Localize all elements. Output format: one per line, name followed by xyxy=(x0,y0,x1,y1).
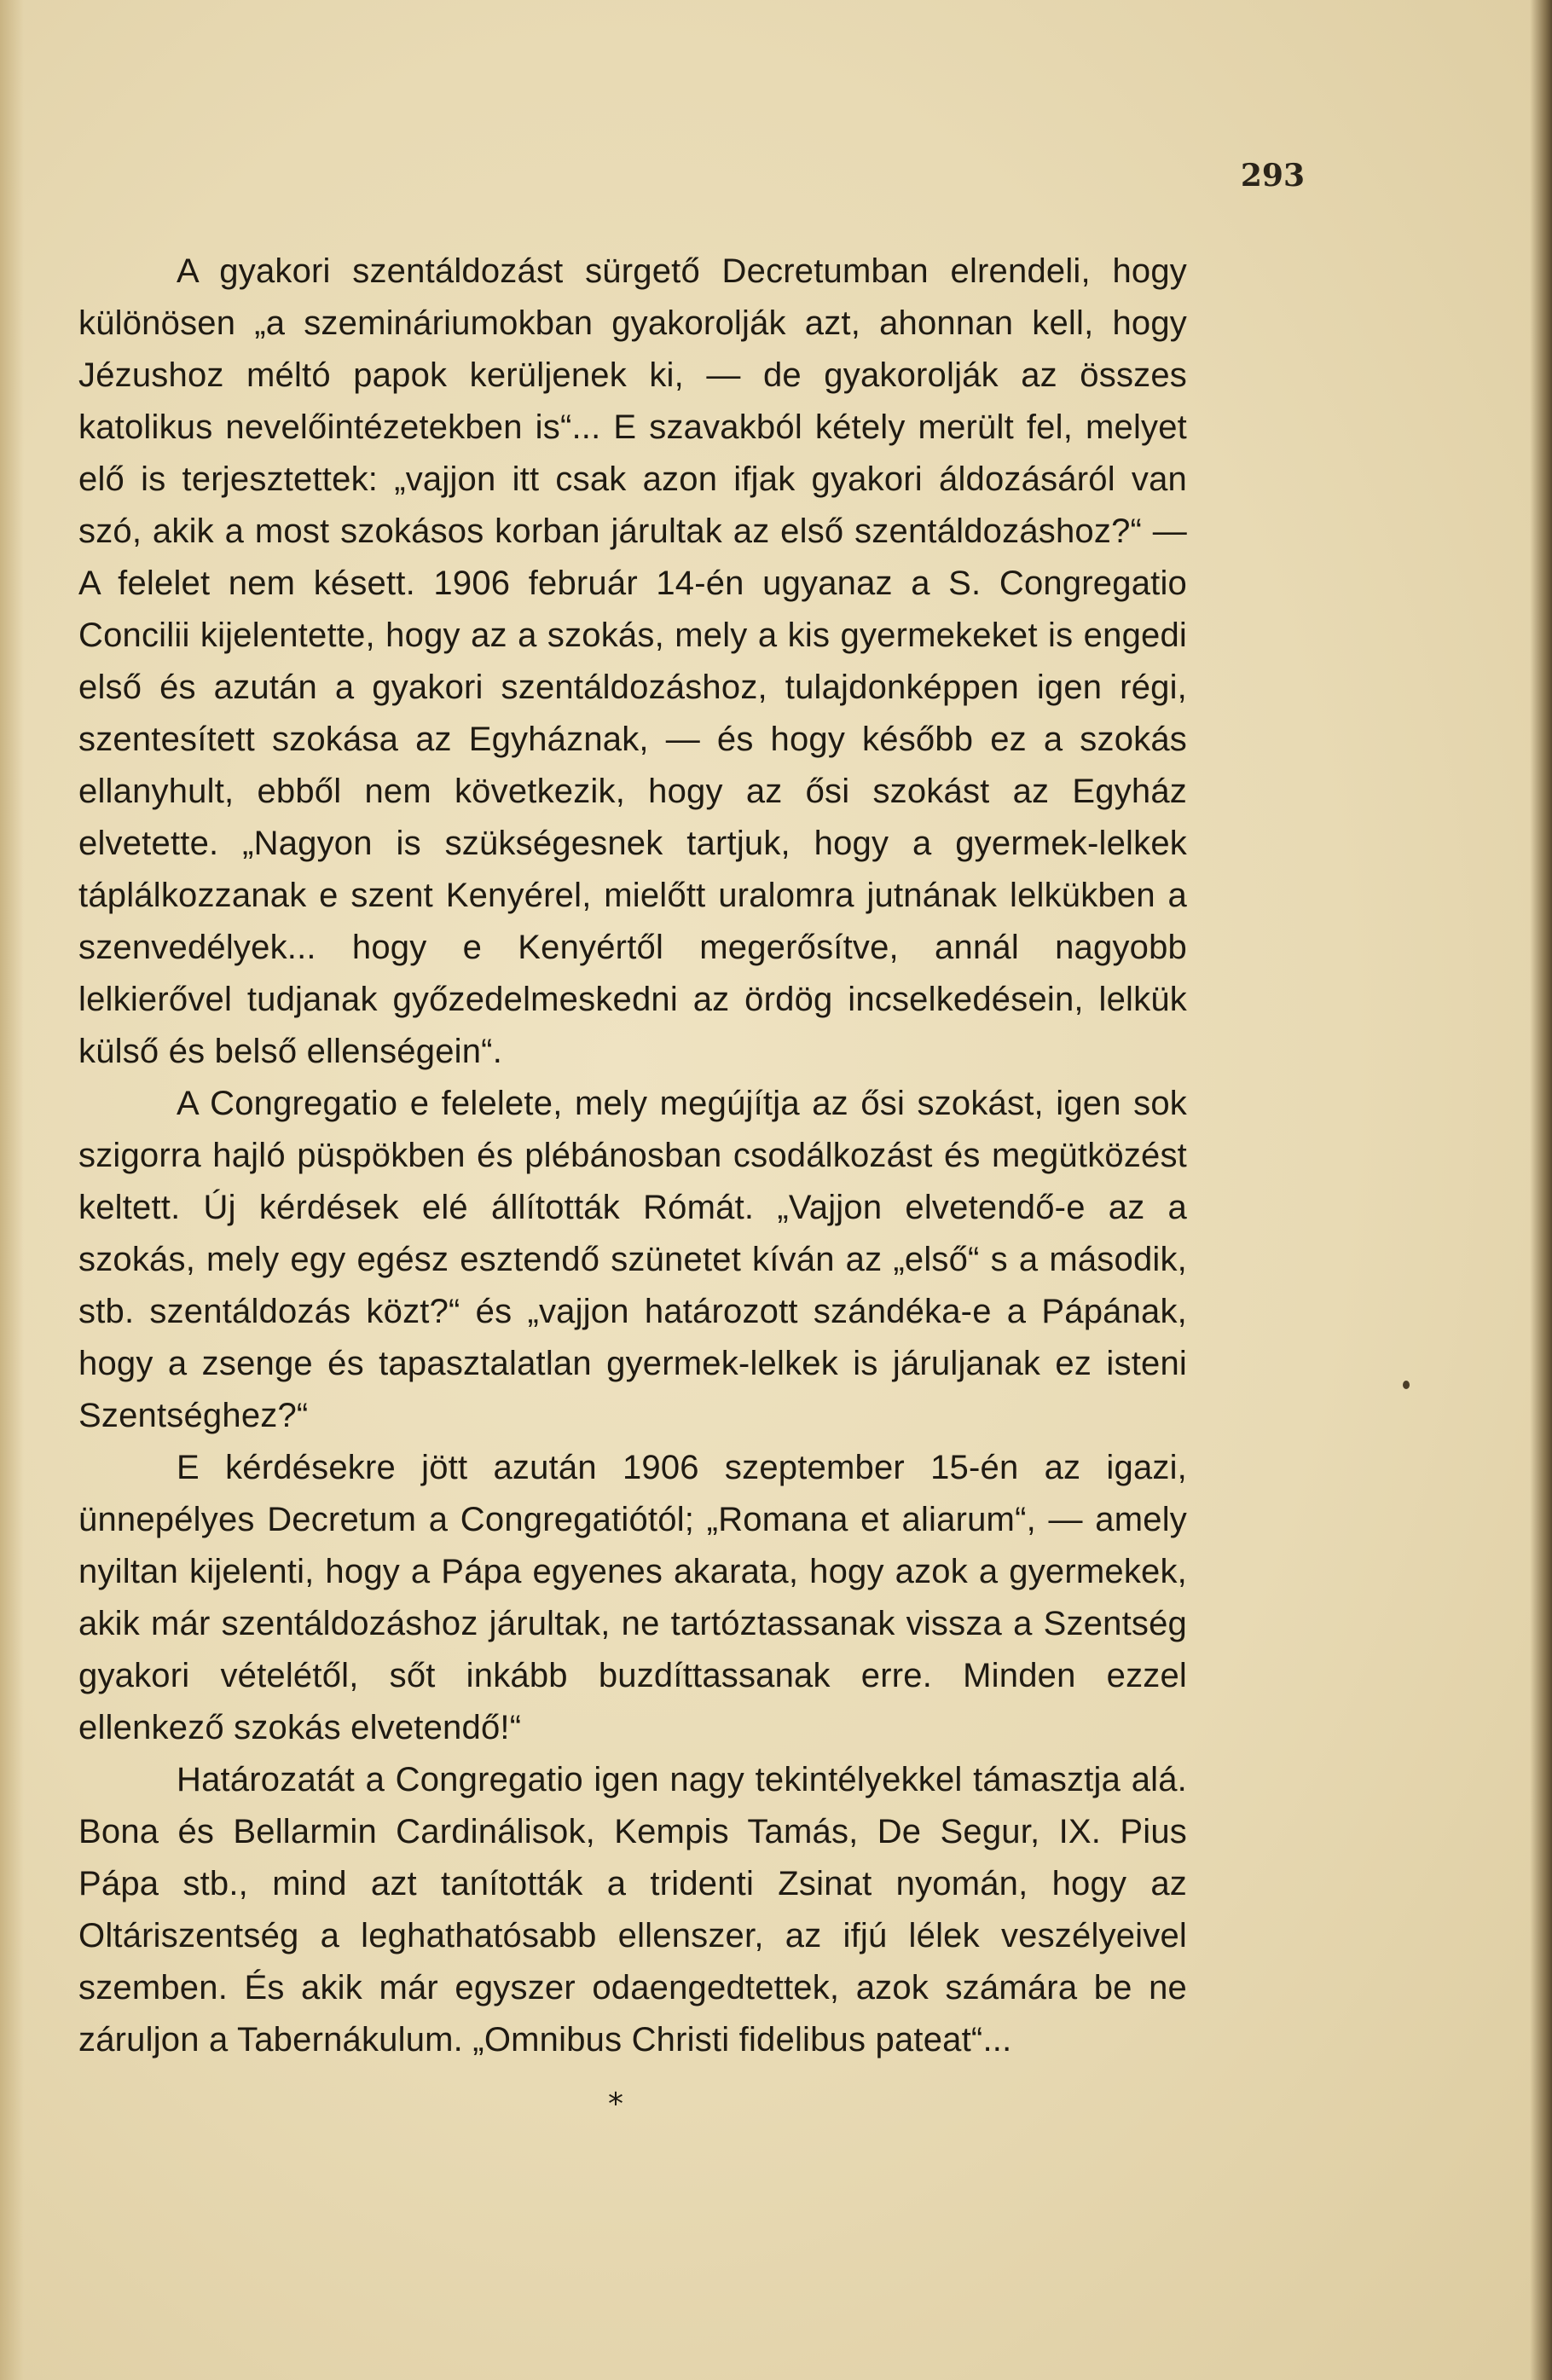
page-number: 293 xyxy=(1240,158,1305,194)
paragraph-1: A gyakori szentáldozást sürgető Decretumban elrendeli, hogy különösen „a szemináriumokban gyakorolják azt, ahonnan kell, hogy Jézushoz méltó papok kerüljenek ki, — de gyakorolják az összes katolikus nevelőintézetekben is“... E szavakból kétely merült fel, melyet elő is terjesztettek: „vajjon itt csak azon ifjak gyakori áldozásáról van szó, akik a most szokásos korban járultak az első szentáldozáshoz?“ — A felelet nem késett. 1906 február 14-én ugyanaz a S. Congregatio Concilii kijelentette, hogy az a szokás, mely a kis gyermekeket is engedi első és azután a gyakori szentáldozáshoz, tulajdonképpen igen régi, szentesített szokása az Egyháznak, — és hogy később ez a szokás ellanyhult, ebből nem következik, hogy az ősi szokást az Egyház elvetette. „Nagyon is szükségesnek tartjuk, hogy a gyermek-lelkek táplálkozzanak e szent Kenyérel, mielőtt uralomra jutnának lelkükben a szenvedélyek... hogy e Kenyértől megerősítve, annál nagyobb lelkierővel tudjanak győzedelmeskedni az ördög incselkedésein, lelkük külső és belső ellenségein“. xyxy=(78,252,1187,1070)
paragraph-2: A Congregatio e felelete, mely megújítja az ősi szokást, igen sok szigorra hajló püspökben és plébánosban csodálkozást és megütközést keltett. Új kérdések elé állították Rómát. „Vajjon elvetendő-e az a szokás, mely egy egész esztendő szünetet kíván az „első“ s a második, stb. szentáldozás közt?“ és „vajjon határozott szándéka-e a Pápának, hogy a zsenge és tapasztalatlan gyermek-lelkek is járuljanak ez isteni Szentséghez?“ xyxy=(78,1085,1187,1434)
page-right-edge xyxy=(1530,0,1552,2380)
paragraph-3: E kérdésekre jött azután 1906 szeptember 15-én az igazi, ünnepélyes Decretum a Congregatiótól; „Romana et aliarum“, — amely nyiltan kijelenti, hogy a Pápa egyenes akarata, hogy azok a gyermekek, akik már szentáldozáshoz járultak, ne tartóztassanak vissza a Szentség gyakori vételétől, sőt inkább buzdíttassanak erre. Minden ezzel ellenkező szokás elvetendő!“ xyxy=(78,1449,1187,1746)
paragraph-4: Határozatát a Congregatio igen nagy tekintélyekkel támasztja alá. Bona és Bellarmin Cardinálisok, Kempis Tamás, De Segur, IX. Pius Pápa stb., mind azt tanították a tridenti Zsinat nyomán, hogy az Oltáriszentség a leghathatósabb ellenszer, az ifjú lélek veszélyeivel szemben. És akik már egyszer odaengedtettek, azok számára be ne záruljon a Tabernákulum. „Omnibus Christi fidelibus pateat“... xyxy=(78,1761,1187,2059)
body-text xyxy=(78,246,1187,2066)
section-separator: * xyxy=(608,2087,623,2122)
page-left-edge xyxy=(0,0,24,2380)
ink-speck xyxy=(1403,1381,1410,1389)
